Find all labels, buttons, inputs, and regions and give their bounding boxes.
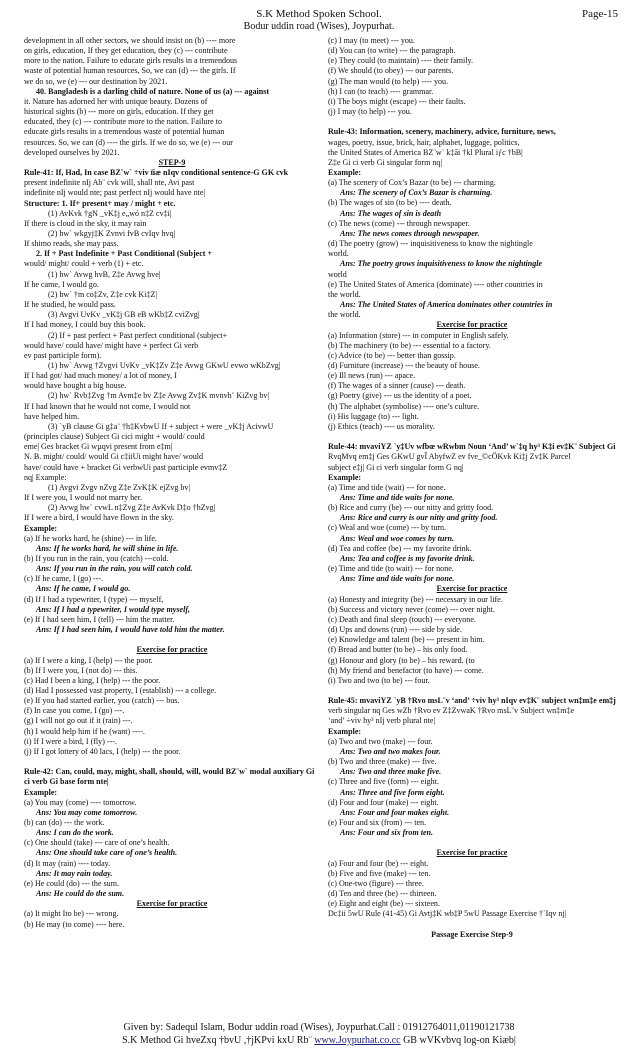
left-line: Ans: If he came, I would go. bbox=[36, 584, 131, 594]
right-line: Example: bbox=[328, 726, 362, 736]
page-header bbox=[0, 8, 638, 30]
right-line: Ans: Tea and coffee is my favorite drink. bbox=[340, 553, 475, 563]
left-line: Rule-41: If, Had, In case BZ¨w` ÷viv ïiæ nIqv conditional sentence-G GK cvk bbox=[24, 168, 289, 178]
right-line: (a) Two and two (make) --- four. bbox=[328, 736, 433, 746]
right-line: RvqMvq em‡j Ges GKwU gvÎ AbyfwZ ev fve_©cÖKvk Ki‡j Zv‡K Parcel bbox=[328, 452, 571, 462]
right-line: Ans: Two and two makes four. bbox=[340, 746, 441, 756]
left-line: 40. Bangladesh is a darling child of nature. None of us (a) --- against bbox=[36, 86, 270, 96]
right-line: (h) My friend and benefactor (to have) --- come. bbox=[328, 665, 484, 675]
left-line: (f) In case you come, I (go) ---. bbox=[24, 706, 125, 716]
right-line: (e) Ill news (run) --- apace. bbox=[328, 371, 416, 381]
left-line bbox=[24, 635, 320, 645]
left-line: development in all other sectors, we should insist on (b) ---- more bbox=[24, 36, 236, 45]
left-line: (d) Had I possessed vast property, I (establish) --- a college. bbox=[24, 685, 217, 695]
left-line: more to the nation. Failure to educate girls results in a tremendous bbox=[24, 56, 238, 66]
right-line: (c) One-two (figure) --- three. bbox=[328, 878, 424, 888]
left-line: resources. So, we can (d) ---- the girls. If we do so, we (e) --- our bbox=[24, 137, 233, 147]
right-line: subject e‡j| Gi ci verb singular form G nq| bbox=[328, 462, 464, 472]
left-line: If I had money, I could buy this book. bbox=[24, 320, 146, 330]
left-line: (a) If he works hard, he (shine) --- in life. bbox=[24, 533, 157, 543]
right-line: (b) Two and three (make) --- five. bbox=[328, 757, 437, 767]
left-line: indefinite nIj would nte; past perfect nIj would have nte| bbox=[24, 188, 206, 198]
right-column bbox=[328, 36, 616, 940]
right-line: Dc‡ii 5wU Rule (41-45) Gi Avtj‡K wb‡P 5wU Passage Exercise †`Iqv nj| bbox=[328, 909, 567, 919]
left-line: (3) Avgvi UvKv _vK‡j GB eB wKb‡Z cviZvg| bbox=[48, 310, 200, 320]
right-line: the United States of America BZ¨w` k‡ãi †kl Plural iƒc †bB| bbox=[328, 147, 523, 157]
right-line bbox=[328, 432, 616, 442]
left-line: Rule-42: Can, could, may, might, shall, should, will, would BZ¨w` modal auxiliary Gi ci verb Gi base form nte| bbox=[24, 767, 315, 787]
right-line: ‘and’ ÷viv hy³ nIj verb plural nte| bbox=[328, 716, 436, 726]
right-line: (b) Five and five (make) --- ten. bbox=[328, 868, 431, 878]
right-line: (c) Three and five (form) --- eight. bbox=[328, 777, 439, 787]
right-line: (d) Ups and downs (run) ---- side by side. bbox=[328, 625, 462, 635]
right-line: (h) The alphabet (symbolise) ---- one’s culture. bbox=[328, 401, 480, 411]
right-line: (a) Information (store) --- in computer in English safely. bbox=[328, 330, 509, 340]
left-line: nq| Example: bbox=[24, 472, 67, 482]
page-footer bbox=[0, 1021, 638, 1047]
left-line: If shimo reads, she may pass. bbox=[24, 239, 119, 249]
footer-website-line bbox=[0, 1034, 638, 1047]
right-line: the world. bbox=[328, 289, 361, 299]
right-line: Z‡e Gi ci verb Gi singular form nq| bbox=[328, 157, 443, 167]
left-column bbox=[24, 36, 320, 930]
left-line: (2) Avwg hw` cvwL n‡Zvg Z‡e AvKvk D‡o †hZvg| bbox=[48, 503, 216, 513]
right-line: Example: bbox=[328, 168, 362, 178]
right-line: (i) His luggage (to) --- light. bbox=[328, 411, 419, 421]
right-line: world. bbox=[328, 249, 349, 259]
right-line: Ans: Time and tide waits for none. bbox=[340, 493, 455, 502]
left-line: Ans: One should take care of one’s health. bbox=[36, 848, 178, 858]
left-line: (a) If I were a king, I (help) --- the poor. bbox=[24, 655, 153, 665]
right-line: Ans: The United States of America dominates other countries in bbox=[340, 300, 553, 310]
right-line: Example: bbox=[328, 472, 362, 482]
left-line: (2) hw` Rvb‡Zvg †m Avm‡e bv Z‡e Avwg Zv‡K mvnvh¨ KiZvg bv| bbox=[48, 391, 270, 401]
right-line bbox=[328, 920, 616, 930]
right-line: (g) The man would (to help) ---- you. bbox=[328, 76, 449, 86]
right-line: (d) Four and four (make) --- eight. bbox=[328, 797, 439, 807]
left-line: (b) If you run in the rain, you (catch) ---cold. bbox=[24, 553, 169, 563]
right-line: (e) Four and six (from) --- ten. bbox=[328, 817, 427, 827]
right-line: Ans: Weal and woe comes by turn. bbox=[340, 533, 454, 543]
left-line: (b) He may (to come) ---- here. bbox=[24, 919, 125, 929]
right-line: Exercise for practice bbox=[436, 584, 508, 594]
left-line: Exercise for practice bbox=[136, 645, 208, 655]
left-line: (2) If + past perfect + Past perfect conditional (subject+ bbox=[48, 330, 228, 340]
right-line: Ans: Rice and curry is our nitty and gritty food. bbox=[340, 513, 498, 523]
right-line: Ans: The scenery of Cox’s Bazar is charming. bbox=[340, 188, 493, 198]
left-line: If I were you, I would not marry her. bbox=[24, 493, 142, 503]
left-line: Ans: If he works hard, he will shine in life. bbox=[36, 543, 179, 553]
right-line: (i) Two and two (to be) --- four. bbox=[328, 675, 430, 685]
left-line: educate girls results in a tremendous waste of potential human bbox=[24, 127, 225, 137]
right-line: (e) They could (to maintain) ---- their family. bbox=[328, 56, 474, 66]
left-line: (e) If you had started earlier, you (catch) --- bus. bbox=[24, 696, 180, 706]
right-line: (d) Furniture (increase) --- the beauty of house. bbox=[328, 360, 480, 370]
left-line: If he studied, he would pass. bbox=[24, 300, 116, 310]
left-line: Exercise for practice bbox=[136, 899, 208, 909]
right-line: Ans: Two and three make five. bbox=[340, 767, 442, 777]
left-line: present indefinite nIj Ab¨ cvk will, shall nte, Avi past bbox=[24, 178, 195, 188]
right-line bbox=[328, 117, 616, 127]
left-line: waste of potential human resources, So, we can (d) --- the girls. If bbox=[24, 66, 236, 76]
right-line: (j) I may (to help) --- you. bbox=[328, 107, 412, 117]
right-line: (b) Success and victory never (come) --- over night. bbox=[328, 604, 495, 614]
right-line: wages, poetry, issue, brick, hair, alphabet, luggage, politics, bbox=[328, 137, 520, 147]
left-line: (c) Had I been a king, I (help) --- the poor. bbox=[24, 675, 161, 685]
left-line: (b) can (do) --- the work. bbox=[24, 818, 105, 827]
right-line: (b) The wages of sin (to be) ---- death. bbox=[328, 198, 452, 208]
right-line: Ans: The poetry grows inquisitiveness to know the nightingle bbox=[340, 259, 543, 269]
left-line: (2) hw` †m co‡Zv, Z‡e cvk Ki‡Z| bbox=[48, 289, 158, 299]
right-line: (e) The United States of America (dominate) ---- other countries in bbox=[328, 279, 543, 289]
left-line: Ans: If you run in the rain, you will catch cold. bbox=[36, 564, 193, 574]
left-line: educated, they (c) --- contribute more to the nation. Failure to bbox=[24, 117, 222, 127]
left-line: (principles clause) Subject Gi cici might + would/ could bbox=[24, 432, 205, 442]
left-line: eme| Ges bracket Gi wµqvi present from e‡m| bbox=[24, 442, 173, 452]
left-line: Ans: You may come tomorrow. bbox=[36, 807, 138, 817]
left-line: have/ could have + bracket Gi verbwUi past participle evmv‡Z bbox=[24, 462, 228, 472]
right-line: (g) Honour and glory (to be) – his reward. (to bbox=[328, 655, 475, 665]
right-line: (b) Rice and curry (be) --- our nitty and gritty food. bbox=[328, 503, 494, 513]
right-line: (e) Time and tide (to wait) --- for none. bbox=[328, 564, 454, 574]
footer-website-link[interactable]: www.Joypurhat.co.cc bbox=[314, 1035, 401, 1046]
left-line: (e) If I had seen him, I (tell) --- him the matter. bbox=[24, 614, 175, 624]
right-line: (h) I can (to teach) ---- grammar. bbox=[328, 86, 434, 96]
left-line: (1) Avgvi Zvgv nZvg Z‡e ZvK‡K ejZvg bv| bbox=[48, 482, 191, 492]
left-line bbox=[24, 757, 320, 767]
left-line: If I had known that he would not come, I would not bbox=[24, 401, 191, 411]
right-line: (a) The scenery of Cox’s Bazar (to be) --- charming. bbox=[328, 178, 496, 188]
left-line: (b) If I were you, I (not do) --- this. bbox=[24, 665, 138, 675]
left-line: would/ might/ could + verb (1) + etc. bbox=[24, 259, 144, 269]
right-line: Rule-45: mvaviYZ `yB †Rvo msL¨v ‘and’ ÷viv hy³ nIqv ev‡K¨ subject wn‡m‡e em‡j bbox=[328, 696, 616, 706]
left-line: ev past participle form). bbox=[24, 350, 102, 360]
right-line: (c) I may (to meet) --- you. bbox=[328, 36, 415, 45]
school-address: Bodur uddin road (Wises), Joypurhat. bbox=[243, 21, 395, 32]
right-line: (c) The news (come) --- through newspaper. bbox=[328, 218, 470, 228]
left-line: Example: bbox=[24, 523, 58, 533]
right-line: (j) Ethics (teach) ---- us morality. bbox=[328, 421, 435, 431]
left-line: (a) You may (come) ---- tomorrow. bbox=[24, 797, 137, 807]
right-line: (e) Knowledge and talent (be) --- present in him. bbox=[328, 635, 485, 645]
right-line: Ans: Four and six from ten. bbox=[340, 828, 434, 838]
left-line: (1) AvKvk †gN _vK‡j e„wó n‡Z cv‡i| bbox=[48, 208, 172, 218]
left-line: Ans: I can do the work. bbox=[36, 828, 114, 838]
left-line: If I were a bird, I would have flown in the sky. bbox=[24, 513, 174, 523]
left-line: STEP-9 bbox=[158, 157, 186, 167]
left-line: If I had got/ had much money/ a lot of money, I bbox=[24, 371, 177, 381]
left-line: 2. If + Past Indefinite + Past Conditional (Subject + bbox=[36, 249, 213, 259]
right-line: (g) Poetry (give) --- us the identity of a poet. bbox=[328, 391, 472, 401]
left-line: developed ourselves by 2021. bbox=[24, 147, 120, 157]
school-name: S.K Method Spoken School. bbox=[256, 8, 382, 20]
right-line: (d) Ten and three (be) --- thirteen. bbox=[328, 889, 437, 899]
left-line: Structure: 1. If+ present+ may / might + etc. bbox=[24, 198, 176, 208]
right-line: Rule-44: mvaviYZ `y‡Uv wfbœ wRwbm Noun ‘And’ w`‡q hy³ K‡i ev‡K¨ Subject Gi bbox=[328, 442, 616, 452]
left-line: If there is cloud in the sky, it may rain bbox=[24, 218, 147, 228]
right-line: (c) Weal and woe (come) --- by turn. bbox=[328, 523, 447, 533]
right-line: (f) The wages of a sinner (cause) --- death. bbox=[328, 381, 466, 391]
right-line: (b) The machinery (to be) --- essential to a factory. bbox=[328, 340, 491, 350]
left-line: (1) hw` Avwg hvB, Z‡e Avwg hve| bbox=[48, 269, 161, 279]
left-line: (i) If I were a bird, I (fly) ---. bbox=[24, 736, 117, 746]
right-line: Rule-43: Information, scenery, machinery, advice, furniture, news, bbox=[328, 127, 556, 137]
right-line: (f) We should (to obey) --- our parents. bbox=[328, 66, 454, 76]
left-line: Ans: He could do the sum. bbox=[36, 889, 125, 899]
footer-contact: Given by: Sadequl Islam, Bodur uddin road (Wises), Joypurhat.Call : 01912764011,01190121738 bbox=[123, 1022, 515, 1033]
left-line: (d) It may (rain) ---- today. bbox=[24, 858, 111, 868]
right-line: Ans: Three and five form eight. bbox=[340, 787, 445, 797]
left-line: (d) If I had a typewriter, I (type) --- myself, bbox=[24, 594, 164, 604]
right-line: (f) Bread and butter (to be) – his only food. bbox=[328, 645, 468, 655]
left-line: (3) `yB clause Gi g‡a¨ †h‡KvbwU If + subject + were _vK‡j AcivwU bbox=[48, 421, 274, 431]
right-line: (e) Eight and eight (be) --- sixteen. bbox=[328, 899, 440, 909]
right-line: Ans: The news comes through newspaper. bbox=[340, 228, 480, 238]
left-line: we do so, we (e) --- our destination by 2021. bbox=[24, 76, 168, 86]
right-line bbox=[328, 838, 616, 848]
right-line: Passage Exercise Step-9 bbox=[431, 929, 513, 939]
left-line: (c) One should (take) --- care of one’s health. bbox=[24, 838, 170, 848]
right-line: (a) Time and tide (wait) --- for none. bbox=[328, 482, 446, 492]
right-line: Ans: Time and tide waits for none. bbox=[340, 574, 455, 584]
left-line: N. B. might/ could/ would Gi c‡iiUi might have/ would bbox=[24, 452, 204, 462]
left-line: (c) If he came, I (go) ---. bbox=[24, 574, 104, 584]
right-line: (d) You can (to write) --- the paragraph. bbox=[328, 46, 456, 56]
right-line: (c) Advice (to be) --- better than gossip. bbox=[328, 350, 456, 360]
left-line: (h) I would help him if he (want) ----. bbox=[24, 726, 145, 736]
footer-prefix: S.K Method Gi hveZxq †bvU ,†jKPvi kxU Rb¨ bbox=[122, 1035, 312, 1046]
right-line: the world. bbox=[328, 310, 361, 320]
left-line: it. Nature has adorned her with unique beauty. Dozens of bbox=[24, 96, 208, 106]
page-number: Page-15 bbox=[581, 8, 618, 20]
right-line: (d) The poetry (grow) --- inquisitiveness to know the nightingle bbox=[328, 239, 533, 249]
right-line: verb singular nq Ges wZb †Rvo ev Z‡ZvwaK †Rvo msL¨v Subject wn‡m‡e bbox=[328, 706, 575, 716]
left-line: would have bought a big house. bbox=[24, 381, 127, 391]
left-line: (a) It might Ito be) --- wrong. bbox=[24, 909, 119, 919]
right-line: (a) Four and four (be) --- eight. bbox=[328, 858, 429, 868]
right-line: (d) Tea and coffee (be) --- my favorite drink. bbox=[328, 543, 472, 553]
left-line: would have/ could have/ might have + perfect Gi verb bbox=[24, 340, 199, 350]
left-line: have helped him. bbox=[24, 411, 80, 421]
footer-suffix: GB wVKvbvq log-on Kiæb| bbox=[403, 1035, 516, 1046]
right-line: (i) The boys might (escape) --- their faults. bbox=[328, 96, 466, 106]
left-line: (2) hw` wkgyj‡K Zvnvi fvB cvIqv hvq| bbox=[48, 228, 176, 238]
left-line: on girls, education, If they get education, they (c) --- contribute bbox=[24, 46, 228, 56]
right-line: (c) Death and final sleep (touch) --- everyone. bbox=[328, 614, 476, 624]
left-line: Ans: If I had a typewriter, I would type myself, bbox=[36, 604, 191, 614]
right-line: Ans: The wages of sin is death bbox=[340, 208, 442, 218]
right-line: Exercise for practice bbox=[436, 320, 508, 330]
left-line: (j) If I got lottery of 40 lacs, I (help) --- the poor. bbox=[24, 746, 181, 756]
left-line: (e) He could (do) --- the sum. bbox=[24, 878, 119, 888]
right-line: (a) Honesty and integrity (be) --- necessary in our life. bbox=[328, 594, 503, 604]
left-line: (g) I will not go out if it (rain) ---. bbox=[24, 716, 133, 726]
right-line: Ans: Four and four makes eight. bbox=[340, 807, 450, 817]
left-line: Ans: It may rain today. bbox=[36, 868, 113, 878]
right-line: Exercise for practice bbox=[436, 848, 508, 858]
left-line: Example: bbox=[24, 787, 58, 797]
right-line bbox=[328, 686, 616, 696]
left-line: Ans: If I had seen him, I would have told him the matter. bbox=[36, 625, 225, 635]
left-line: historical sights (b) --- more on girls, education. If they get bbox=[24, 107, 214, 117]
left-line: If he came, I would go. bbox=[24, 279, 99, 289]
right-line: world bbox=[328, 269, 347, 279]
left-line: (1) hw` Avwg †Zvgvi UvKv _vK‡Zv Z‡e Avwg GKwU evwo wKbZvg| bbox=[48, 361, 281, 370]
